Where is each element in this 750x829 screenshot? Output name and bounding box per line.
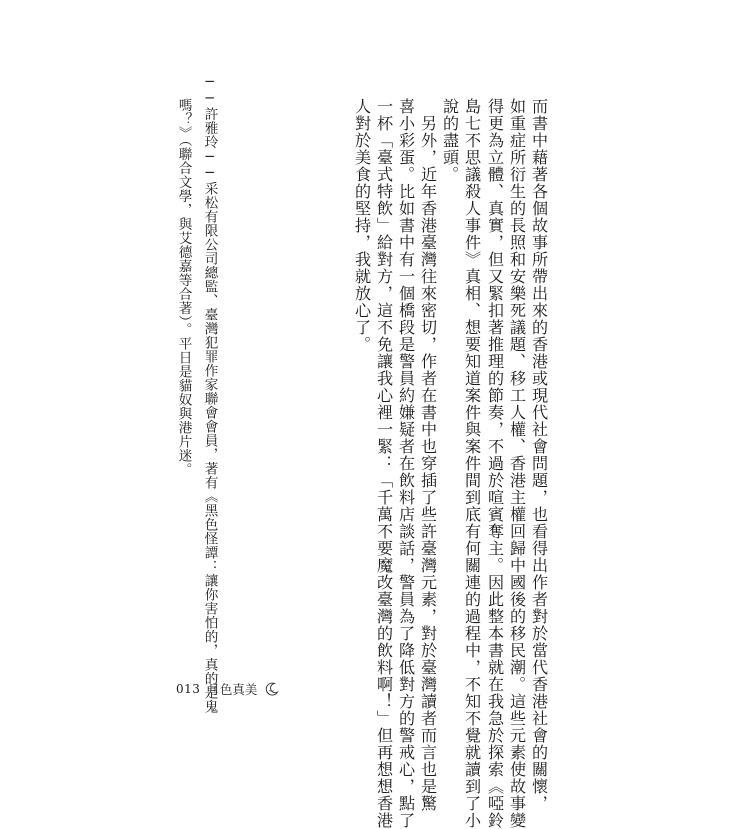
author-bio-column: ──許雅玲──采松有限公司總監、臺灣犯罪作家聯會會員，著有《黑色怪譚：讓你害怕的，真的是鬼 — [201, 74, 218, 714]
author-bio-column: 嗎？》（聯合文學，與艾德嘉等合著）。平日是貓奴與港片迷。 — [175, 98, 192, 477]
article-column: 而書中藉著各個故事所帶出來的香港或現代社會問題，也看得出作者對於當代香港社會的關懷， — [529, 98, 549, 812]
page-number: 013 — [176, 682, 201, 696]
book-title: 月色真美 — [207, 682, 258, 697]
article-column: 如重症所衍生的長照和安樂死議題、移工人權、香港主權回歸中國後的移民潮。這些元素使故事變 — [507, 98, 527, 829]
article-column: 另外，近年香港臺灣往來密切，作者在書中也穿插了些許臺灣元素，對於臺灣讀者而言也是驚 — [418, 115, 438, 812]
article-column: 島七不思議殺人事件》真相、想要知道案件與案件間到底有何關連的過程中，不知不覺就讀到了小 — [462, 98, 482, 829]
article-column: 一杯「臺式特飲」給對方，這不免讓我心裡一緊：「千萬不要魔改臺灣的飲料啊！」但再想想香港 — [374, 98, 394, 829]
article-column: 人對於美食的堅持，我就放心了。 — [352, 98, 372, 353]
page-footer — [176, 680, 280, 698]
article-column: 得更為立體、真實，但又緊扣著推理的節奏，不過於喧賓奪主。因此整本書就在我急於探索《啞鈴 — [485, 98, 505, 829]
article-column: 喜小彩蛋。比如書中有一個橋段是警員約嫌疑者在飲料店談話，警員為了降低對方的警戒心，點了 — [396, 98, 416, 829]
crescent-moon-icon — [264, 681, 280, 697]
article-column: 說的盡頭。 — [440, 98, 460, 183]
